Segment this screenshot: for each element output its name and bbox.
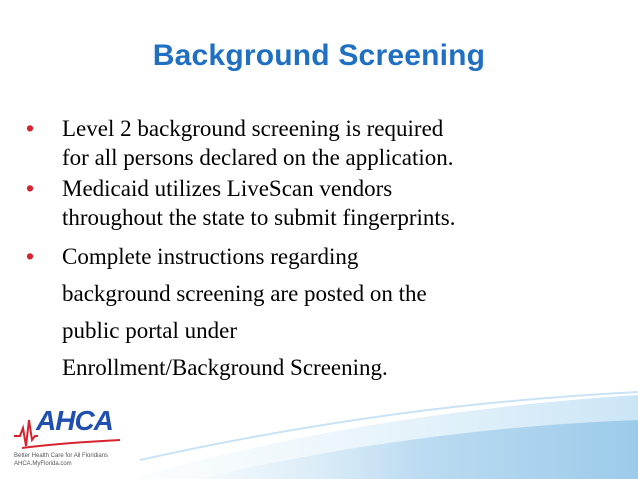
bullet-list	[24, 114, 624, 386]
bullet-text-line: background screening are posted on the	[62, 281, 427, 306]
bullet-item	[24, 114, 624, 172]
bullet-text-line: Level 2 background screening is required	[62, 116, 444, 141]
bullet-text-line: Medicaid utilizes LiveScan vendors	[62, 176, 393, 201]
logo-tagline	[14, 452, 124, 468]
bullet-marker: •	[26, 243, 35, 269]
bullet-marker: •	[26, 175, 35, 201]
logo-tagline-line: Better Health Care for All Floridians	[14, 453, 109, 459]
bullet-item	[24, 174, 624, 232]
bullet-text-line: Complete instructions regarding	[62, 244, 359, 269]
bullet-marker: •	[26, 115, 35, 141]
bullet-text-line: Enrollment/Background Screening.	[62, 355, 388, 380]
slide-title: Background Screening	[152, 39, 486, 72]
logo-tagline-url: AHCA.MyFlorida.com	[14, 461, 72, 467]
bullet-item	[24, 238, 624, 386]
logo-wordmark: AHCA	[36, 405, 113, 436]
bullet-text-line: for all persons declared on the application.	[62, 145, 454, 170]
bullet-text-line: throughout the state to submit fingerprints.	[62, 205, 456, 230]
bullet-text-line: public portal under	[62, 318, 238, 343]
